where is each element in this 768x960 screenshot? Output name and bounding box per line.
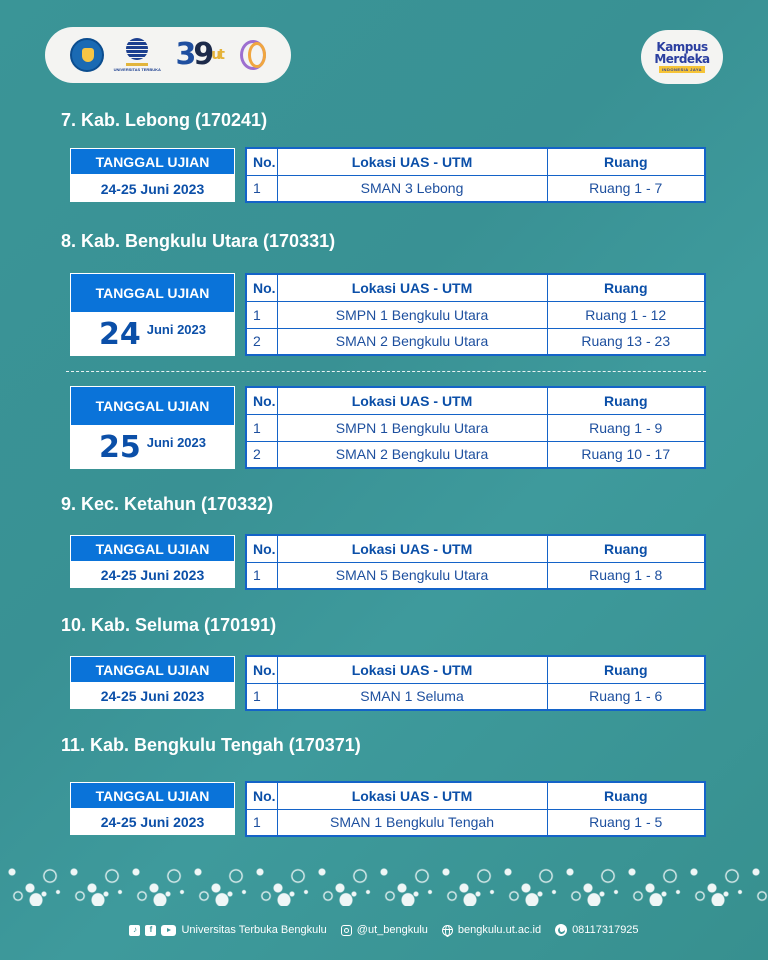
instagram-handle[interactable]: @ut_bengkulu [356, 924, 428, 936]
exam-day: 24 [98, 317, 141, 352]
date-header: TANGGAL UJIAN [70, 656, 235, 683]
ut-39-anniversary-logo-icon: 3 9 ut [175, 37, 222, 72]
expo-logo-icon [236, 38, 266, 72]
exam-month: Juni 2023 [146, 435, 206, 450]
col-room: Ruang [547, 148, 705, 175]
exam-date-box [70, 535, 235, 588]
exam-date: 24-25 Juni 2023 [100, 180, 205, 197]
table-row: 1 SMAN 3 Lebong Ruang 1 - 7 [246, 175, 705, 202]
exam-date-box [70, 782, 235, 835]
section-title-bengkulu-tengah: 11. Kab. Bengkulu Tengah (170371) [61, 735, 361, 755]
youtube-icon[interactable] [161, 925, 176, 936]
location-table [245, 386, 706, 469]
exam-day: 25 [98, 430, 141, 465]
tiktok-icon[interactable]: ♪ [129, 925, 140, 936]
table-row: 1 SMPN 1 Bengkulu Utara Ruang 1 - 12 [246, 301, 705, 328]
table-header-row: No. Lokasi UAS - UTM Ruang [246, 782, 705, 809]
exam-date [70, 313, 235, 356]
globe-icon [442, 925, 453, 936]
whatsapp-contact[interactable] [555, 924, 638, 936]
social-name[interactable]: Universitas Terbuka Bengkulu [181, 924, 327, 936]
exam-month: Juni 2023 [146, 322, 206, 337]
kampus-merdeka-logo: Kampus Merdeka INDONESIA JAYA [641, 30, 723, 84]
table-header-row: No. Lokasi UAS - UTM Ruang [246, 656, 705, 683]
location-table [245, 273, 706, 356]
table-header-row [246, 148, 705, 175]
whatsapp-icon [555, 924, 567, 936]
partner-logos-pill [45, 27, 291, 83]
date-header: TANGGAL UJIAN [70, 386, 235, 426]
batik-ornament-band [0, 862, 768, 906]
exam-date: 24-25 Juni 2023 [100, 814, 205, 830]
table-header-row: No. Lokasi UAS - UTM Ruang [246, 535, 705, 562]
facebook-icon[interactable]: f [145, 925, 156, 936]
universitas-terbuka-logo-icon [113, 37, 161, 73]
table-row: 1 SMPN 1 Bengkulu Utara Ruang 1 - 9 [246, 414, 705, 441]
table-row: 1 SMAN 5 Bengkulu Utara Ruang 1 - 8 [246, 562, 705, 589]
col-location: Lokasi UAS - UTM [277, 148, 547, 175]
kemdikbud-logo-icon [70, 38, 104, 72]
date-header: TANGGAL UJIAN [70, 782, 235, 809]
section-title-bengkulu-utara: 8. Kab. Bengkulu Utara (170331) [61, 231, 336, 251]
exam-date: 24-25 Juni 2023 [100, 688, 205, 704]
instagram-icon [341, 925, 352, 936]
table-row: 1 SMAN 1 Seluma Ruang 1 - 6 [246, 683, 705, 710]
exam-date-box [70, 656, 235, 709]
location-table [245, 147, 706, 203]
section-divider [66, 371, 706, 372]
section-title-ketahun: 9. Kec. Ketahun (170332) [61, 494, 274, 514]
location-table [245, 655, 706, 711]
location-table [245, 781, 706, 837]
website-link[interactable] [442, 924, 541, 936]
exam-date-box [70, 386, 235, 469]
date-header: TANGGAL UJIAN [70, 273, 235, 313]
exam-date-box [70, 273, 235, 356]
table-row: 1 SMAN 1 Bengkulu Tengah Ruang 1 - 5 [246, 809, 705, 836]
section-title-lebong: 7. Kab. Lebong (170241) [61, 110, 268, 130]
instagram-account[interactable] [341, 924, 428, 936]
date-header: TANGGAL UJIAN [70, 148, 235, 175]
whatsapp-number[interactable]: 08117317925 [572, 924, 639, 936]
ut-logo-caption: UNIVERSITAS TERBUKA [113, 67, 161, 72]
table-header-row: No. Lokasi UAS - UTM Ruang [246, 274, 705, 301]
table-row: 2 SMAN 2 Bengkulu Utara Ruang 13 - 23 [246, 328, 705, 355]
social-accounts[interactable] [129, 924, 326, 936]
exam-date [70, 426, 235, 469]
col-no: No. [246, 148, 277, 175]
table-row: 2 SMAN 2 Bengkulu Utara Ruang 10 - 17 [246, 441, 705, 468]
section-title-seluma: 10. Kab. Seluma (170191) [61, 615, 277, 635]
website-url[interactable]: bengkulu.ut.ac.id [457, 924, 542, 936]
footer-contacts [0, 920, 768, 940]
location-table [245, 534, 706, 590]
table-header-row: No. Lokasi UAS - UTM Ruang [246, 387, 705, 414]
exam-date: 24-25 Juni 2023 [100, 567, 205, 583]
date-header: TANGGAL UJIAN [70, 535, 235, 562]
exam-date-box [70, 148, 235, 202]
